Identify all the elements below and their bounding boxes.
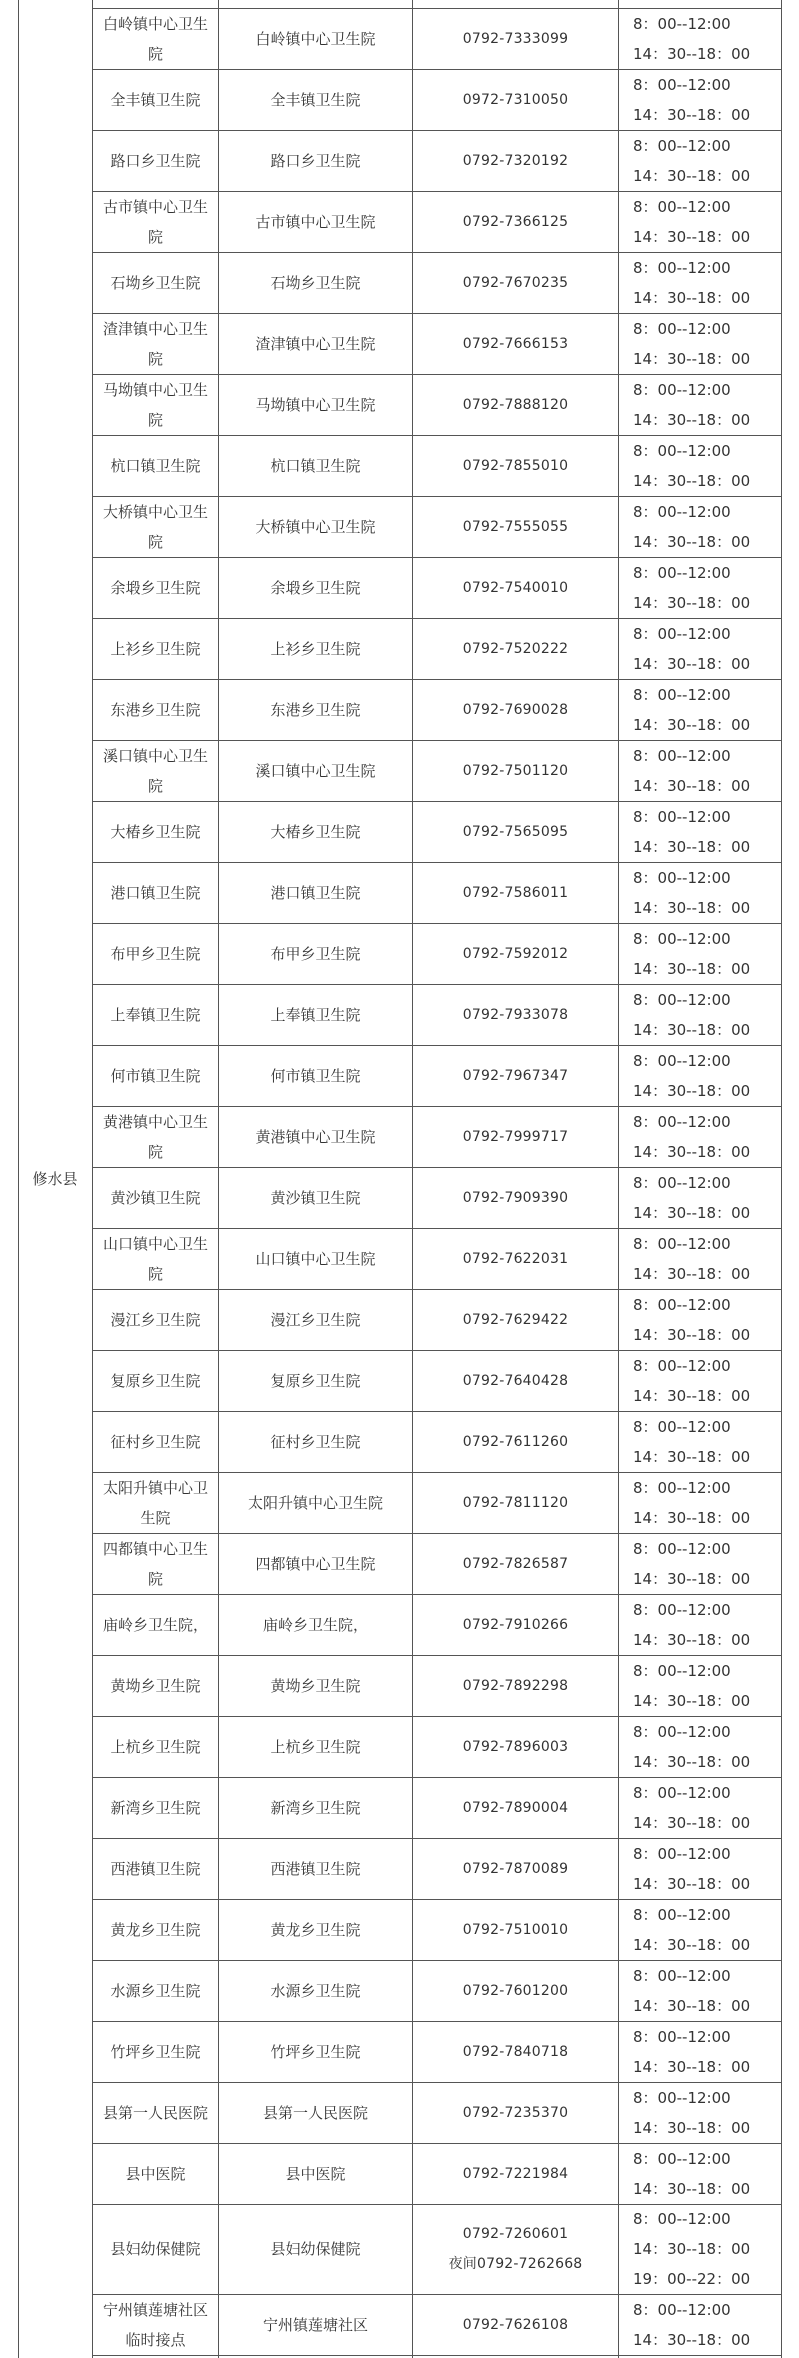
facility-name-cell: 黄港镇中心卫生院 xyxy=(102,1112,208,1161)
hours-cell xyxy=(619,984,781,1045)
hours-line: 14：30--18：00 xyxy=(633,227,751,246)
facility-name-cell: 余塅乡卫生院 xyxy=(110,578,201,597)
hours-cell xyxy=(619,1228,781,1289)
hours-line: 8：00--12:00 xyxy=(633,624,731,643)
unit-cell: 何市镇卫生院 xyxy=(270,1066,361,1085)
hours-line: 14：30--18：00 xyxy=(633,1264,751,1283)
hours-line: 14：30--18：00 xyxy=(633,1020,751,1039)
hours-line: 8：00--12:00 xyxy=(633,258,731,277)
phone-cell xyxy=(413,313,618,374)
facility-name-cell: 漫江乡卫生院 xyxy=(110,1310,201,1329)
phone-cell xyxy=(413,2021,618,2082)
phone-number: 0792-7888120 xyxy=(462,396,569,413)
unit-cell: 山口镇中心卫生院 xyxy=(255,1249,376,1268)
unit-cell: 路口乡卫生院 xyxy=(270,151,361,170)
hours-line: 8：00--12:00 xyxy=(633,1295,731,1314)
hours-cell xyxy=(619,618,781,679)
facility-name-cell: 马坳镇中心卫生院 xyxy=(102,380,208,429)
hours-cell xyxy=(619,2294,781,2355)
hours-cell xyxy=(619,130,781,191)
facility-name-cell: 何市镇卫生院 xyxy=(110,1066,201,1085)
hours-cell xyxy=(619,1960,781,2021)
phone-cell xyxy=(413,679,618,740)
hours-line: 8：00--12:00 xyxy=(633,1905,731,1924)
hours-cell xyxy=(619,496,781,557)
phone-number: 0792-7811120 xyxy=(462,1494,569,1511)
phone-number: 0792-7629422 xyxy=(462,1311,569,1328)
facility-name-cell: 新湾乡卫生院 xyxy=(110,1798,201,1817)
facility-name-cell: 山口镇中心卫生院 xyxy=(102,1234,208,1283)
unit-cell: 杭口镇卫生院 xyxy=(270,456,361,475)
hours-line: 14：30--18：00 xyxy=(633,1081,751,1100)
hours-cell xyxy=(619,2143,781,2204)
phone-number: 0792-7221984 xyxy=(462,2165,569,2182)
unit-cell: 石坳乡卫生院 xyxy=(270,273,361,292)
phone-number: 0972-7310050 xyxy=(462,91,569,108)
hours-line: 14：30--18：00 xyxy=(633,2179,751,2198)
facility-name-cell: 县中医院 xyxy=(125,2164,186,2183)
phone-number: 0792-7520222 xyxy=(462,640,569,657)
phone-cell xyxy=(413,2204,618,2294)
phone-number: 0792-7892298 xyxy=(462,1677,569,1694)
hours-cell xyxy=(619,191,781,252)
hours-cell xyxy=(619,923,781,984)
unit-cell: 上奉镇卫生院 xyxy=(270,1005,361,1024)
facility-name-cell: 水源乡卫生院 xyxy=(110,1981,201,2000)
phone-number: 0792-7896003 xyxy=(462,1738,569,1755)
unit-cell: 余塅乡卫生院 xyxy=(270,578,361,597)
hours-cell xyxy=(619,557,781,618)
unit-cell: 复原乡卫生院 xyxy=(270,1371,361,1390)
phone-cell xyxy=(413,1960,618,2021)
phone-number: 0792-7501120 xyxy=(462,762,569,779)
hours-cell xyxy=(619,8,781,69)
phone-number: 0792-7840718 xyxy=(462,2043,569,2060)
hours-line: 14：30--18：00 xyxy=(633,593,751,612)
hours-line: 8：00--12:00 xyxy=(633,746,731,765)
hours-cell xyxy=(619,1045,781,1106)
hours-line: 8：00--12:00 xyxy=(633,502,731,521)
unit-cell: 全丰镇卫生院 xyxy=(270,90,361,109)
phone-cell xyxy=(413,191,618,252)
phone-cell xyxy=(413,801,618,862)
phone-number: 0792-7260601 xyxy=(462,2226,569,2242)
facility-name-cell: 古市镇中心卫生院 xyxy=(102,197,208,246)
phone-cell xyxy=(413,1472,618,1533)
facility-name-cell: 杭口镇卫生院 xyxy=(110,456,201,475)
unit-cell: 大桥镇中心卫生院 xyxy=(255,517,376,536)
phone-cell xyxy=(413,435,618,496)
phone-number: 0792-7870089 xyxy=(462,1860,569,1877)
phone-cell xyxy=(413,984,618,1045)
hours-cell xyxy=(619,1289,781,1350)
unit-cell: 渣津镇中心卫生院 xyxy=(255,334,376,353)
hours-line: 14：30--18：00 xyxy=(633,1508,751,1527)
hours-line: 14：30--18：00 xyxy=(633,898,751,917)
hours-cell xyxy=(619,374,781,435)
facility-name-cell: 大桥镇中心卫生院 xyxy=(102,502,208,551)
facility-name-cell: 上杭乡卫生院 xyxy=(110,1737,201,1756)
phone-cell xyxy=(413,1533,618,1594)
phone-number: 0792-7235370 xyxy=(462,2104,569,2121)
phone-cell xyxy=(413,1777,618,1838)
hours-line: 8：00--12:00 xyxy=(633,1112,731,1131)
facility-name-cell: 白岭镇中心卫生院 xyxy=(102,14,208,63)
hours-cell xyxy=(619,801,781,862)
phone-cell xyxy=(413,557,618,618)
unit-cell: 水源乡卫生院 xyxy=(270,1981,361,2000)
hours-cell xyxy=(619,1106,781,1167)
hours-cell xyxy=(619,2204,781,2294)
phone-number: 0792-7640428 xyxy=(462,1372,569,1389)
phone-number: 0792-7592012 xyxy=(462,945,569,962)
phone-cell xyxy=(413,130,618,191)
hours-cell xyxy=(619,435,781,496)
hours-line: 8：00--12:00 xyxy=(633,1722,731,1741)
phone-number: 0792-7933078 xyxy=(462,1006,569,1023)
hours-line: 14：30--18：00 xyxy=(633,1447,751,1466)
hours-line: 8：00--12:00 xyxy=(633,1478,731,1497)
hours-line: 8：00--12:00 xyxy=(633,2149,731,2168)
hours-line: 8：00--12:00 xyxy=(633,197,731,216)
phone-number: 0792-7611260 xyxy=(462,1433,569,1450)
unit-cell: 西港镇卫生院 xyxy=(270,1859,361,1878)
hours-line: 14：30--18：00 xyxy=(633,410,751,429)
hours-cell xyxy=(619,1411,781,1472)
phone-cell xyxy=(413,1106,618,1167)
hours-line: 8：00--12:00 xyxy=(633,319,731,338)
phone-cell xyxy=(413,1838,618,1899)
phone-cell xyxy=(413,862,618,923)
hours-line: 8：00--12:00 xyxy=(633,1234,731,1253)
facility-name-cell: 石坳乡卫生院 xyxy=(110,273,201,292)
unit-cell: 溪口镇中心卫生院 xyxy=(255,761,376,780)
hours-line: 14：30--18：00 xyxy=(633,1874,751,1893)
hours-line: 14：30--18：00 xyxy=(633,1996,751,2015)
hours-line: 14：30--18：00 xyxy=(633,715,751,734)
hours-cell xyxy=(619,1716,781,1777)
phone-number: 0792-7622031 xyxy=(462,1250,569,1267)
phone-number: 0792-7540010 xyxy=(462,579,569,596)
phone-number: 0792-7666153 xyxy=(462,335,569,352)
unit-cell: 古市镇中心卫生院 xyxy=(255,212,376,231)
facility-name-cell: 黄龙乡卫生院 xyxy=(110,1920,201,1939)
hours-line: 8：00--12:00 xyxy=(633,1051,731,1070)
phone-cell xyxy=(413,1289,618,1350)
hours-line: 14：30--18：00 xyxy=(633,2118,751,2137)
facility-name-cell: 庙岭乡卫生院， xyxy=(102,1615,208,1634)
hours-line: 14：30--18：00 xyxy=(633,2057,751,2076)
unit-cell: 县第一人民医院 xyxy=(262,2103,368,2122)
hours-line: 8：00--12:00 xyxy=(633,1539,731,1558)
hours-line: 19：00--22：00 xyxy=(633,2270,751,2288)
phone-cell xyxy=(413,618,618,679)
facility-name-cell: 征村乡卫生院 xyxy=(110,1432,201,1451)
phone-number: 0792-7999717 xyxy=(462,1128,569,1145)
hours-line: 8：00--12:00 xyxy=(633,807,731,826)
hours-line: 8：00--12:00 xyxy=(633,75,731,94)
phone-cell xyxy=(413,252,618,313)
facility-name-cell: 大椿乡卫生院 xyxy=(110,822,201,841)
hours-cell xyxy=(619,313,781,374)
unit-cell: 港口镇卫生院 xyxy=(270,883,361,902)
unit-cell: 黄龙乡卫生院 xyxy=(270,1920,361,1939)
hours-line: 8：00--12:00 xyxy=(633,929,731,948)
phone-number: 0792-7909390 xyxy=(462,1189,569,1206)
phone-cell xyxy=(413,374,618,435)
hours-cell xyxy=(619,1777,781,1838)
hours-cell xyxy=(619,1167,781,1228)
phone-number: 0792-7910266 xyxy=(462,1616,569,1633)
unit-cell: 黄坳乡卫生院 xyxy=(270,1676,361,1695)
hours-line: 14：30--18：00 xyxy=(633,1386,751,1405)
unit-cell: 上杭乡卫生院 xyxy=(270,1737,361,1756)
unit-cell: 太阳升镇中心卫生院 xyxy=(247,1493,383,1512)
phone-number: 0792-7967347 xyxy=(462,1067,569,1084)
hours-line: 8：00--12:00 xyxy=(633,136,731,155)
hours-line: 8：00--12:00 xyxy=(633,2088,731,2107)
hours-line: 8：00--12:00 xyxy=(633,2300,731,2319)
hours-line: 14：30--18：00 xyxy=(633,654,751,673)
table-vertical-border xyxy=(781,0,782,2358)
hours-cell xyxy=(619,252,781,313)
hours-line: 14：30--18：00 xyxy=(633,776,751,795)
facility-name-cell: 布甲乡卫生院 xyxy=(110,944,201,963)
hours-cell xyxy=(619,69,781,130)
phone-cell xyxy=(413,923,618,984)
hours-line: 14：30--18：00 xyxy=(633,959,751,978)
phone-number: 0792-7510010 xyxy=(462,1921,569,1938)
unit-cell: 县中医院 xyxy=(285,2164,346,2183)
unit-cell: 白岭镇中心卫生院 xyxy=(255,29,376,48)
phone-cell xyxy=(413,1594,618,1655)
facility-name-cell: 全丰镇卫生院 xyxy=(110,90,201,109)
facility-name-cell: 港口镇卫生院 xyxy=(110,883,201,902)
unit-cell: 四都镇中心卫生院 xyxy=(255,1554,376,1573)
hours-line: 14：30--18：00 xyxy=(633,837,751,856)
hours-cell xyxy=(619,1838,781,1899)
hours-line: 14：30--18：00 xyxy=(633,44,751,63)
phone-cell xyxy=(413,1045,618,1106)
unit-cell: 漫江乡卫生院 xyxy=(270,1310,361,1329)
facility-name-cell: 宁州镇莲塘社区临时接点 xyxy=(102,2300,208,2349)
phone-number: 0792-7565095 xyxy=(462,823,569,840)
table-row-border xyxy=(92,2355,782,2356)
unit-cell: 征村乡卫生院 xyxy=(270,1432,361,1451)
hours-line: 8：00--12:00 xyxy=(633,990,731,1009)
hours-line: 8：00--12:00 xyxy=(633,14,731,33)
phone-cell xyxy=(413,1350,618,1411)
hours-line: 14：30--18：00 xyxy=(633,166,751,185)
hours-cell xyxy=(619,1655,781,1716)
facility-name-cell: 县妇幼保健院 xyxy=(110,2240,201,2258)
hours-cell xyxy=(619,2082,781,2143)
hours-line: 8：00--12:00 xyxy=(633,1600,731,1619)
unit-cell: 布甲乡卫生院 xyxy=(270,944,361,963)
phone-cell xyxy=(413,2143,618,2204)
facility-name-cell: 西港镇卫生院 xyxy=(110,1859,201,1878)
unit-cell: 马坳镇中心卫生院 xyxy=(255,395,376,414)
phone-cell xyxy=(413,2082,618,2143)
hours-line: 14：30--18：00 xyxy=(633,1935,751,1954)
phone-number: 0792-7690028 xyxy=(462,701,569,718)
phone-number: 0792-7555055 xyxy=(462,518,569,535)
facility-name-cell: 四都镇中心卫生院 xyxy=(102,1539,208,1588)
phone-cell xyxy=(413,1228,618,1289)
hours-line: 8：00--12:00 xyxy=(633,380,731,399)
phone-cell xyxy=(413,69,618,130)
phone-cell xyxy=(413,8,618,69)
facility-name-cell: 路口乡卫生院 xyxy=(110,151,201,170)
hours-line: 14：30--18：00 xyxy=(633,349,751,368)
phone-number: 0792-7855010 xyxy=(462,457,569,474)
hours-line: 8：00--12:00 xyxy=(633,1417,731,1436)
phone-cell xyxy=(413,1716,618,1777)
hours-cell xyxy=(619,1594,781,1655)
hours-line: 8：00--12:00 xyxy=(633,685,731,704)
unit-cell: 庙岭乡卫生院， xyxy=(262,1615,368,1634)
facility-name-cell: 溪口镇中心卫生院 xyxy=(102,746,208,795)
hours-cell xyxy=(619,679,781,740)
facility-name-cell: 复原乡卫生院 xyxy=(110,1371,201,1390)
phone-cell xyxy=(413,1655,618,1716)
phone-cell xyxy=(413,740,618,801)
phone-number: 0792-7826587 xyxy=(462,1555,569,1572)
phone-number: 0792-7601200 xyxy=(462,1982,569,1999)
hours-line: 14：30--18：00 xyxy=(633,1325,751,1344)
unit-cell: 大椿乡卫生院 xyxy=(270,822,361,841)
hours-line: 8：00--12:00 xyxy=(633,1356,731,1375)
phone-number: 0792-7586011 xyxy=(462,884,569,901)
hours-line: 14：30--18：00 xyxy=(633,471,751,490)
hours-line: 14：30--18：00 xyxy=(633,105,751,124)
phone-cell xyxy=(413,2294,618,2355)
hours-line: 14：30--18：00 xyxy=(633,1813,751,1832)
facility-name-cell: 黄坳乡卫生院 xyxy=(110,1676,201,1695)
unit-cell: 新湾乡卫生院 xyxy=(270,1798,361,1817)
hours-line: 14：30--18：00 xyxy=(633,2330,751,2349)
phone-number: 夜间0792-7262668 xyxy=(448,2256,583,2272)
hours-line: 14：30--18：00 xyxy=(633,1752,751,1771)
unit-cell: 黄港镇中心卫生院 xyxy=(255,1127,376,1146)
facility-name-cell: 竹坪乡卫生院 xyxy=(110,2042,201,2061)
unit-cell: 竹坪乡卫生院 xyxy=(270,2042,361,2061)
hours-line: 8：00--12:00 xyxy=(633,1661,731,1680)
hours-line: 8：00--12:00 xyxy=(633,2210,731,2228)
hours-line: 8：00--12:00 xyxy=(633,563,731,582)
hours-line: 14：30--18：00 xyxy=(633,1630,751,1649)
phone-number: 0792-7626108 xyxy=(462,2316,569,2333)
facility-name-cell: 东港乡卫生院 xyxy=(110,700,201,719)
facility-name-cell: 上奉镇卫生院 xyxy=(110,1005,201,1024)
facility-name-cell: 黄沙镇卫生院 xyxy=(110,1188,201,1207)
hours-cell xyxy=(619,1472,781,1533)
phone-number: 0792-7320192 xyxy=(462,152,569,169)
phone-cell xyxy=(413,1411,618,1472)
hours-cell xyxy=(619,740,781,801)
phone-number: 0792-7366125 xyxy=(462,213,569,230)
unit-cell: 宁州镇莲塘社区 xyxy=(262,2315,368,2334)
phone-cell xyxy=(413,496,618,557)
hours-line: 14：30--18：00 xyxy=(633,1569,751,1588)
facility-name-cell: 上衫乡卫生院 xyxy=(110,639,201,658)
hours-line: 8：00--12:00 xyxy=(633,1844,731,1863)
facility-name-cell: 渣津镇中心卫生院 xyxy=(102,319,208,368)
hours-line: 8：00--12:00 xyxy=(633,2027,731,2046)
unit-cell: 上衫乡卫生院 xyxy=(270,639,361,658)
phone-number: 0792-7670235 xyxy=(462,274,569,291)
hours-line: 8：00--12:00 xyxy=(633,1966,731,1985)
facility-name-cell: 太阳升镇中心卫生院 xyxy=(102,1478,208,1527)
hours-line: 8：00--12:00 xyxy=(633,868,731,887)
hours-line: 8：00--12:00 xyxy=(633,1783,731,1802)
phone-number: 0792-7333099 xyxy=(462,30,569,47)
hours-line: 14：30--18：00 xyxy=(633,1142,751,1161)
unit-cell: 县妇幼保健院 xyxy=(270,2240,361,2258)
hours-cell xyxy=(619,862,781,923)
hours-line: 14：30--18：00 xyxy=(633,1203,751,1222)
hours-line: 14：30--18：00 xyxy=(633,288,751,307)
phone-cell xyxy=(413,1899,618,1960)
hours-line: 8：00--12:00 xyxy=(633,1173,731,1192)
hours-line: 14：30--18：00 xyxy=(633,1691,751,1710)
hours-cell xyxy=(619,1350,781,1411)
county-cell: 修水县 xyxy=(32,1170,78,1188)
hours-cell xyxy=(619,2021,781,2082)
phone-cell xyxy=(413,1167,618,1228)
hours-line: 14：30--18：00 xyxy=(633,2240,751,2258)
hours-cell xyxy=(619,1533,781,1594)
hours-cell xyxy=(619,1899,781,1960)
hours-line: 8：00--12:00 xyxy=(633,441,731,460)
phone-number: 0792-7890004 xyxy=(462,1799,569,1816)
unit-cell: 东港乡卫生院 xyxy=(270,700,361,719)
hours-line: 14：30--18：00 xyxy=(633,532,751,551)
unit-cell: 黄沙镇卫生院 xyxy=(270,1188,361,1207)
facility-name-cell: 县第一人民医院 xyxy=(102,2103,208,2122)
